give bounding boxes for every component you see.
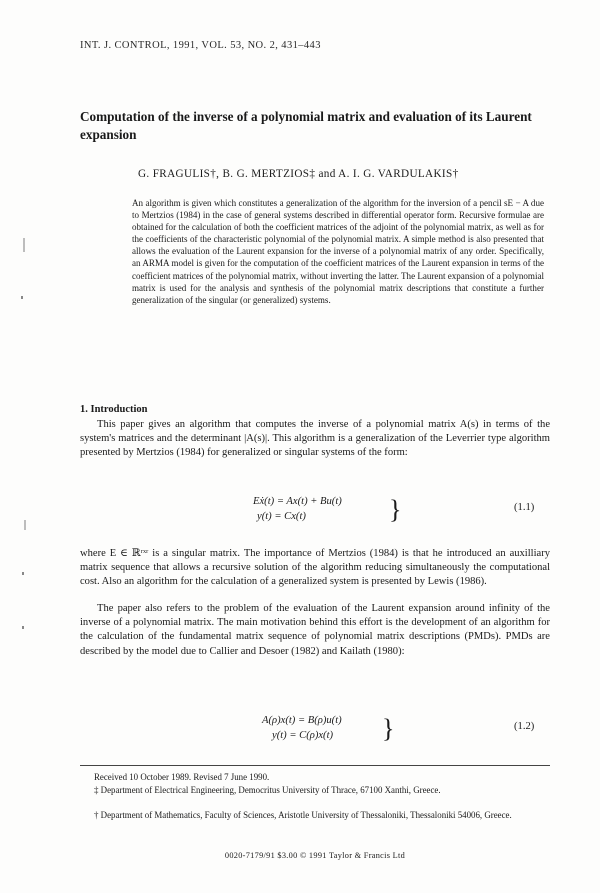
equation-1-1 xyxy=(253,495,402,524)
footnote-affiliation-dagger: † Department of Mathematics, Faculty of Sciences, Aristotle University of Thessaloniki, Thessaloniki 54006, Greece. xyxy=(94,810,512,820)
scan-margin-mark xyxy=(21,296,23,299)
equation-1-2-line-2: y(t) = C(ρ)x(t) xyxy=(272,729,334,741)
scan-margin-mark xyxy=(23,238,25,252)
abstract: An algorithm is given which constitutes a generalization of the algorithm for the inversion of a pencil sE − A due to Mertzios (1984) in the case of general systems described in differential operator form. Recursive formulae are obtained for the calculation of both the coefficient matrices of the adjoint of the polynomial matrix, as well as for the coefficients of the characteristic polynomial of the polynomial matrix. A simple method is also presented that allows the evaluation of the Laurent expansion for the inverse of a polynomial matrix of any order. Specifically, an ARMA model is given for the computation of the coefficient matrices of the Laurent expansion in terms of the coefficient matrices of the polynomial matrix, without inverting the latter. The Laurent expansion of a polynomial matrix is used for the analysis and synthesis of the polynomial matrix descriptions that constitute a further generalization of the singular (or generalized) systems. xyxy=(132,198,544,305)
footnote-divider xyxy=(80,765,550,766)
equation-1-1-line-2: y(t) = Cx(t) xyxy=(257,510,306,522)
paper-title: Computation of the inverse of a polynomial matrix and evaluation of its Laurent expansion xyxy=(80,109,532,142)
scan-margin-mark xyxy=(22,626,24,629)
equation-number-1-1: (1.1) xyxy=(514,502,535,513)
intro-paragraph-2: where E ∈ ℝʳˣʳ is a singular matrix. The importance of Mertzios (1984) is that he introduced an auxilliary matrix sequence that allows a recursive solution of the algorithm reducing simultaneously the computational cost. Also an algorithm for the calculation of a generalized system is presented by Lewis (1986). xyxy=(80,548,550,588)
copyright-line: 0020-7179/91 $3.00 © 1991 Taylor & Francis Ltd xyxy=(224,851,406,860)
equation-brace: } xyxy=(389,495,402,524)
journal-citation: INT. J. CONTROL, 1991, VOL. 53, NO. 2, 431–443 xyxy=(80,40,321,51)
scan-margin-mark xyxy=(22,572,24,575)
intro-paragraph-1: This paper gives an algorithm that computes the inverse of a polynomial matrix A(s) in terms of the system's matrices and the determinant |A(s)|. This algorithm is a generalization of the Leverrier type algorithm presented by Mertzios (1984) for generalized or singular systems of the form: xyxy=(80,419,550,459)
footnote-received: Received 10 October 1989. Revised 7 June 1990. xyxy=(94,772,270,782)
section-heading: 1. Introduction xyxy=(80,404,148,415)
equation-brace: } xyxy=(382,714,395,743)
footnote-affiliation-double-dagger: ‡ Department of Electrical Engineering, Democritus University of Thrace, 67100 Xanthi, Greece. xyxy=(94,785,441,795)
equation-1-2 xyxy=(262,714,395,743)
equation-1-2-line-1: A(ρ)x(t) = B(ρ)u(t) xyxy=(262,715,342,726)
equation-number-1-2: (1.2) xyxy=(514,721,535,732)
equation-1-1-line-1: Eẋ(t) = Ax(t) + Bu(t) xyxy=(253,496,342,507)
scan-margin-mark xyxy=(24,520,26,530)
paper-authors: G. FRAGULIS†, B. G. MERTZIOS‡ and A. I. G. VARDULAKIS† xyxy=(138,168,459,180)
intro-paragraph-3: The paper also refers to the problem of the evaluation of the Laurent expansion around infinity of the inverse of a polynomial matrix. The main motivation behind this effort is the development of an algorithm for the calculation of the fundamental matrix sequence of polynomial matrix descriptions (PMDs). PMDs are described by the model due to Callier and Desoer (1982) and Kailath (1980): xyxy=(80,603,550,657)
